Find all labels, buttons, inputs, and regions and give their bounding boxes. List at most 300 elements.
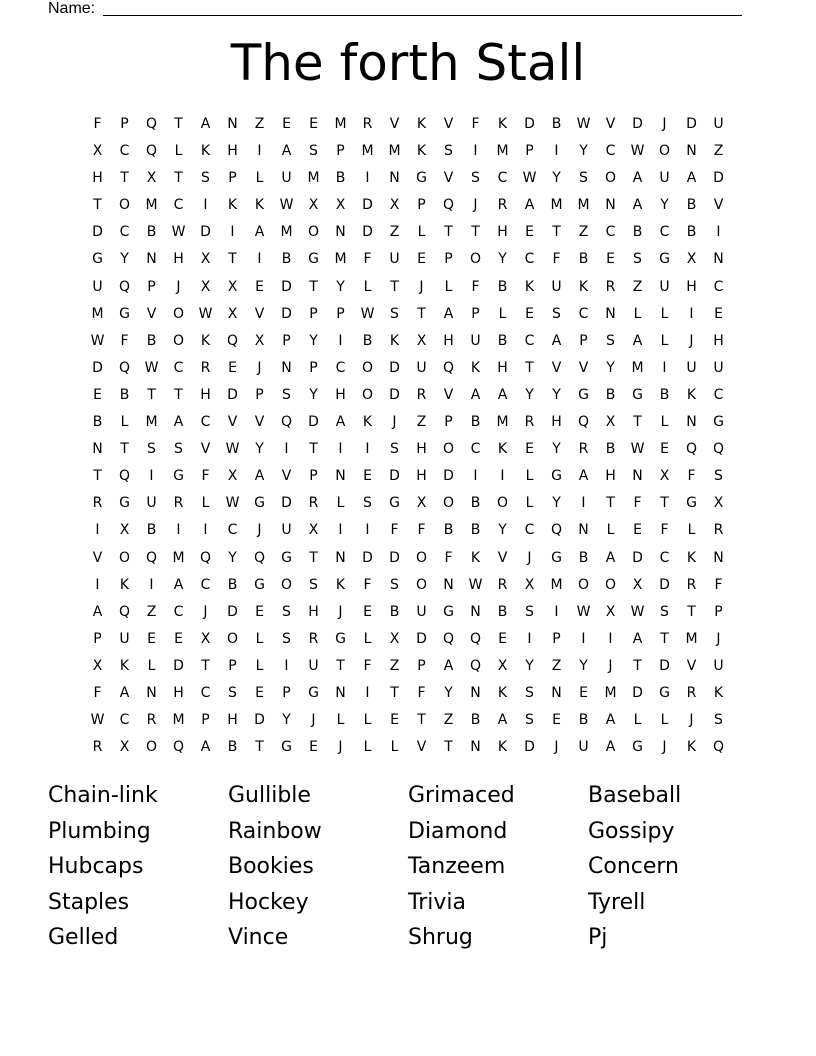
grid-letter: A bbox=[200, 739, 211, 756]
grid-letter: U bbox=[281, 170, 292, 187]
grid-letter: K bbox=[389, 332, 400, 349]
grid-letter: M bbox=[496, 414, 509, 431]
grid-letter: D bbox=[200, 224, 211, 241]
grid-letter: D bbox=[227, 386, 238, 403]
grid-letter: O bbox=[226, 630, 239, 647]
word-list-item: Concern bbox=[588, 854, 679, 879]
grid-letter: E bbox=[525, 441, 534, 458]
grid-letter: M bbox=[550, 197, 563, 214]
grid-letter: Q bbox=[442, 197, 455, 214]
grid-letter: V bbox=[443, 386, 454, 403]
grid-letter: I bbox=[365, 441, 370, 458]
grid-letter: U bbox=[470, 332, 481, 349]
grid-letter: E bbox=[363, 603, 372, 620]
grid-letter: O bbox=[280, 576, 293, 593]
grid-letter: R bbox=[416, 386, 427, 403]
grid-letter: D bbox=[92, 224, 103, 241]
grid-letter: A bbox=[497, 712, 508, 729]
grid-letter: I bbox=[338, 522, 343, 539]
grid-letter: B bbox=[578, 549, 589, 566]
grid-letter: E bbox=[417, 251, 426, 268]
grid-letter: F bbox=[93, 684, 102, 701]
grid-letter: M bbox=[145, 414, 158, 431]
grid-letter: B bbox=[632, 224, 643, 241]
grid-letter: N bbox=[389, 170, 400, 187]
grid-letter: S bbox=[525, 712, 534, 729]
grid-letter: C bbox=[605, 143, 616, 160]
grid-letter: Y bbox=[309, 386, 318, 403]
grid-letter: X bbox=[605, 603, 616, 620]
grid-letter: T bbox=[147, 386, 156, 403]
grid-letter: J bbox=[689, 332, 694, 349]
grid-letter: B bbox=[470, 522, 481, 539]
grid-letter: Y bbox=[444, 684, 453, 701]
grid-letter: O bbox=[469, 251, 482, 268]
grid-letter: R bbox=[497, 576, 508, 593]
grid-letter: G bbox=[389, 495, 400, 512]
grid-letter: D bbox=[389, 468, 400, 485]
grid-letter: O bbox=[361, 386, 374, 403]
grid-letter: R bbox=[200, 359, 211, 376]
word-list-item: Shrug bbox=[408, 925, 473, 950]
grid-letter: H bbox=[605, 468, 616, 485]
grid-letter: Q bbox=[145, 116, 158, 132]
grid-letter: J bbox=[689, 712, 694, 729]
grid-letter: X bbox=[119, 522, 130, 539]
grid-letter: K bbox=[686, 549, 697, 566]
grid-letter: Z bbox=[146, 603, 157, 620]
grid-letter: C bbox=[713, 278, 724, 295]
grid-letter: F bbox=[201, 468, 210, 485]
grid-letter: G bbox=[254, 495, 265, 512]
grid-letter: M bbox=[280, 224, 293, 241]
grid-letter: W bbox=[225, 441, 240, 458]
grid-letter: J bbox=[338, 603, 343, 620]
grid-letter: N bbox=[281, 359, 292, 376]
grid-letter: D bbox=[632, 116, 643, 132]
grid-letter: P bbox=[228, 170, 237, 187]
grid-letter: I bbox=[176, 522, 181, 539]
grid-letter: G bbox=[443, 603, 454, 620]
grid-letter: Y bbox=[606, 359, 615, 376]
grid-letter: D bbox=[524, 739, 535, 756]
grid-letter: G bbox=[713, 414, 724, 431]
grid-letter: M bbox=[631, 359, 644, 376]
grid-letter: L bbox=[606, 522, 615, 539]
grid-letter: A bbox=[200, 116, 211, 132]
grid-letter: A bbox=[173, 576, 184, 593]
page-title: The forth Stall bbox=[230, 34, 586, 92]
grid-letter: U bbox=[146, 495, 157, 512]
grid-letter: Q bbox=[253, 549, 266, 566]
grid-letter: L bbox=[201, 495, 210, 512]
grid-letter: D bbox=[173, 657, 184, 674]
grid-letter: K bbox=[416, 116, 427, 132]
grid-letter: T bbox=[174, 116, 183, 132]
grid-letter: A bbox=[92, 603, 103, 620]
grid-letter: U bbox=[308, 657, 319, 674]
grid-letter: T bbox=[687, 603, 696, 620]
grid-letter: T bbox=[174, 170, 183, 187]
grid-letter: M bbox=[91, 305, 104, 322]
grid-letter: X bbox=[416, 495, 427, 512]
grid-letter: X bbox=[632, 576, 643, 593]
grid-letter: I bbox=[257, 251, 262, 268]
grid-row bbox=[84, 410, 732, 437]
grid-letter: K bbox=[416, 143, 427, 160]
grid-letter: T bbox=[228, 251, 237, 268]
grid-letter: D bbox=[308, 414, 319, 431]
grid-letter: L bbox=[363, 739, 372, 756]
grid-letter: I bbox=[149, 576, 154, 593]
grid-row bbox=[84, 437, 732, 464]
grid-letter: G bbox=[281, 739, 292, 756]
grid-letter: U bbox=[686, 359, 697, 376]
grid-letter: U bbox=[713, 657, 724, 674]
grid-letter: Q bbox=[577, 414, 590, 431]
grid-row bbox=[84, 275, 732, 302]
grid-letter: S bbox=[552, 305, 561, 322]
grid-letter: X bbox=[497, 657, 508, 674]
grid-letter: G bbox=[335, 630, 346, 647]
grid-letter: O bbox=[172, 305, 185, 322]
grid-letter: G bbox=[659, 251, 670, 268]
grid-letter: F bbox=[120, 332, 129, 349]
grid-letter: I bbox=[284, 441, 289, 458]
grid-letter: D bbox=[389, 386, 400, 403]
grid-letter: Z bbox=[713, 143, 724, 160]
grid-letter: B bbox=[497, 278, 508, 295]
grid-letter: G bbox=[119, 305, 130, 322]
grid-letter: A bbox=[254, 224, 265, 241]
grid-letter: D bbox=[281, 278, 292, 295]
grid-letter: J bbox=[257, 359, 262, 376]
grid-letter: B bbox=[470, 712, 481, 729]
grid-letter: E bbox=[147, 630, 156, 647]
grid-letter: H bbox=[713, 332, 724, 349]
grid-letter: D bbox=[632, 684, 643, 701]
grid-letter: B bbox=[443, 522, 454, 539]
grid-letter: M bbox=[577, 197, 590, 214]
grid-letter: Q bbox=[442, 630, 455, 647]
grid-letter: G bbox=[659, 684, 670, 701]
grid-letter: G bbox=[254, 576, 265, 593]
grid-letter: K bbox=[524, 278, 535, 295]
grid-letter: X bbox=[227, 468, 238, 485]
grid-letter: C bbox=[119, 143, 130, 160]
word-list-item: Vince bbox=[228, 925, 289, 950]
grid-letter: M bbox=[388, 143, 401, 160]
grid-letter: C bbox=[659, 549, 670, 566]
grid-letter: Q bbox=[469, 630, 482, 647]
grid-letter: S bbox=[174, 441, 183, 458]
grid-letter: R bbox=[92, 739, 103, 756]
grid-letter: T bbox=[471, 224, 480, 241]
grid-letter: I bbox=[527, 630, 532, 647]
grid-letter: I bbox=[203, 522, 208, 539]
grid-letter: U bbox=[659, 170, 670, 187]
grid-letter: O bbox=[307, 224, 320, 241]
grid-letter: A bbox=[686, 170, 697, 187]
grid-letter: P bbox=[309, 305, 318, 322]
word-list-item: Baseball bbox=[588, 783, 682, 808]
grid-letter: X bbox=[200, 630, 211, 647]
grid-letter: F bbox=[390, 522, 399, 539]
grid-letter: L bbox=[444, 278, 453, 295]
grid-letter: Y bbox=[525, 386, 534, 403]
word-list-item: Diamond bbox=[408, 818, 508, 844]
grid-letter: T bbox=[336, 657, 345, 674]
grid-letter: N bbox=[335, 224, 346, 241]
grid-letter: H bbox=[200, 386, 211, 403]
grid-letter: Q bbox=[118, 359, 131, 376]
grid-letter: U bbox=[119, 630, 130, 647]
grid-letter: S bbox=[444, 143, 453, 160]
grid-letter: K bbox=[119, 576, 130, 593]
grid-letter: B bbox=[146, 332, 157, 349]
grid-letter: B bbox=[551, 116, 562, 132]
grid-letter: J bbox=[338, 739, 343, 756]
grid-letter: D bbox=[227, 603, 238, 620]
grid-letter: L bbox=[147, 657, 156, 674]
grid-letter: C bbox=[524, 251, 535, 268]
grid-letter: T bbox=[525, 359, 534, 376]
grid-letter: D bbox=[713, 170, 724, 187]
grid-letter: V bbox=[551, 359, 562, 376]
grid-letter: V bbox=[416, 739, 427, 756]
grid-letter: T bbox=[390, 278, 399, 295]
grid-letter: E bbox=[525, 224, 534, 241]
grid-letter: R bbox=[308, 630, 319, 647]
grid-letter: I bbox=[608, 630, 613, 647]
grid-letter: G bbox=[551, 549, 562, 566]
grid-letter: B bbox=[578, 251, 589, 268]
word-list-item: Tyrell bbox=[588, 889, 646, 915]
grid-row bbox=[84, 139, 732, 166]
grid-letter: C bbox=[200, 684, 211, 701]
grid-letter: E bbox=[714, 305, 723, 322]
grid-letter: N bbox=[92, 441, 103, 458]
grid-letter: X bbox=[524, 576, 535, 593]
grid-letter: B bbox=[227, 739, 238, 756]
grid-letter: Y bbox=[552, 386, 561, 403]
grid-letter: V bbox=[254, 305, 265, 322]
grid-letter: O bbox=[145, 739, 158, 756]
grid-letter: E bbox=[255, 684, 264, 701]
grid-letter: X bbox=[713, 495, 724, 512]
grid-letter: S bbox=[282, 603, 291, 620]
grid-letter: J bbox=[662, 116, 667, 132]
grid-letter: O bbox=[604, 576, 617, 593]
grid-letter: T bbox=[255, 739, 264, 756]
grid-letter: T bbox=[309, 278, 318, 295]
grid-letter: Z bbox=[578, 224, 589, 241]
grid-letter: P bbox=[147, 278, 156, 295]
grid-row bbox=[84, 247, 732, 274]
grid-row bbox=[84, 464, 732, 491]
grid-letter: H bbox=[92, 170, 103, 187]
grid-row bbox=[84, 112, 732, 139]
grid-letter: P bbox=[309, 359, 318, 376]
grid-letter: T bbox=[390, 684, 399, 701]
grid-letter: K bbox=[578, 278, 589, 295]
grid-letter: Y bbox=[579, 657, 588, 674]
grid-letter: E bbox=[363, 468, 372, 485]
grid-letter: Q bbox=[118, 468, 131, 485]
grid-letter: U bbox=[389, 251, 400, 268]
grid-letter: T bbox=[309, 441, 318, 458]
grid-letter: U bbox=[281, 522, 292, 539]
grid-letter: L bbox=[525, 468, 534, 485]
grid-letter: O bbox=[577, 576, 590, 593]
grid-letter: S bbox=[309, 576, 318, 593]
grid-letter: D bbox=[281, 305, 292, 322]
grid-letter: A bbox=[524, 197, 535, 214]
grid-letter: I bbox=[365, 522, 370, 539]
grid-letter: Q bbox=[199, 549, 212, 566]
grid-letter: X bbox=[227, 305, 238, 322]
grid-letter: P bbox=[93, 630, 102, 647]
grid-letter: J bbox=[419, 278, 424, 295]
grid-letter: Y bbox=[552, 441, 561, 458]
grid-letter: O bbox=[604, 170, 617, 187]
grid-letter: W bbox=[630, 441, 645, 458]
grid-letter: F bbox=[363, 251, 372, 268]
grid-letter: Z bbox=[389, 224, 400, 241]
grid-letter: W bbox=[144, 359, 159, 376]
grid-letter: Q bbox=[226, 332, 239, 349]
word-list-item: Chain-link bbox=[48, 783, 158, 808]
grid-letter: J bbox=[392, 414, 397, 431]
grid-letter: N bbox=[335, 684, 346, 701]
grid-letter: Q bbox=[145, 549, 158, 566]
grid-letter: C bbox=[497, 170, 508, 187]
grid-letter: Y bbox=[255, 441, 264, 458]
grid-letter: B bbox=[686, 197, 697, 214]
word-list-item: Tanzeem bbox=[408, 854, 506, 879]
grid-letter: X bbox=[389, 630, 400, 647]
grid-letter: M bbox=[307, 170, 320, 187]
grid-letter: X bbox=[200, 251, 211, 268]
grid-letter: D bbox=[389, 549, 400, 566]
grid-letter: S bbox=[363, 495, 372, 512]
grid-letter: I bbox=[149, 468, 154, 485]
grid-letter: Y bbox=[579, 143, 588, 160]
grid-letter: B bbox=[362, 332, 373, 349]
grid-letter: L bbox=[660, 414, 669, 431]
grid-letter: I bbox=[95, 522, 100, 539]
grid-letter: F bbox=[471, 278, 480, 295]
grid-letter: V bbox=[227, 414, 238, 431]
grid-letter: P bbox=[201, 712, 210, 729]
grid-letter: T bbox=[606, 495, 615, 512]
grid-letter: Q bbox=[145, 143, 158, 160]
grid-letter: S bbox=[525, 684, 534, 701]
grid-letter: V bbox=[92, 549, 103, 566]
grid-letter: B bbox=[146, 522, 157, 539]
grid-letter: W bbox=[198, 305, 213, 322]
grid-letter: A bbox=[605, 739, 616, 756]
grid-letter: T bbox=[633, 414, 642, 431]
grid-letter: E bbox=[525, 305, 534, 322]
grid-letter: N bbox=[146, 684, 157, 701]
grid-letter: S bbox=[390, 441, 399, 458]
grid-letter: A bbox=[632, 332, 643, 349]
grid-letter: Q bbox=[280, 414, 293, 431]
grid-letter: D bbox=[362, 549, 373, 566]
grid-letter: X bbox=[254, 332, 265, 349]
grid-letter: T bbox=[417, 305, 426, 322]
grid-letter: H bbox=[173, 684, 184, 701]
grid-letter: E bbox=[552, 712, 561, 729]
grid-letter: C bbox=[578, 305, 589, 322]
grid-letter: A bbox=[497, 386, 508, 403]
grid-letter: L bbox=[633, 712, 642, 729]
grid-letter: W bbox=[171, 224, 186, 241]
grid-letter: O bbox=[442, 495, 455, 512]
grid-letter: K bbox=[200, 143, 211, 160]
word-list-item: Hubcaps bbox=[48, 854, 144, 879]
grid-letter: P bbox=[525, 143, 534, 160]
grid-letter: Y bbox=[120, 251, 129, 268]
grid-letter: L bbox=[390, 739, 399, 756]
grid-letter: J bbox=[527, 549, 532, 566]
grid-letter: K bbox=[227, 197, 238, 214]
name-field bbox=[48, 0, 742, 18]
grid-letter: R bbox=[578, 441, 589, 458]
grid-letter: O bbox=[496, 495, 509, 512]
grid-letter: H bbox=[497, 224, 508, 241]
grid-letter: I bbox=[662, 359, 667, 376]
grid-letter: K bbox=[497, 116, 508, 132]
grid-letter: B bbox=[470, 495, 481, 512]
grid-letter: K bbox=[686, 386, 697, 403]
grid-letter: V bbox=[497, 549, 508, 566]
grid-letter: M bbox=[685, 630, 698, 647]
grid-letter: R bbox=[686, 684, 697, 701]
grid-letter: T bbox=[93, 468, 102, 485]
grid-letter: S bbox=[390, 305, 399, 322]
grid-letter: B bbox=[659, 386, 670, 403]
grid-letter: O bbox=[118, 549, 131, 566]
grid-letter: L bbox=[363, 712, 372, 729]
grid-letter: S bbox=[390, 576, 399, 593]
grid-letter: T bbox=[93, 197, 102, 214]
grid-row bbox=[84, 708, 732, 735]
grid-letter: E bbox=[579, 684, 588, 701]
grid-letter: B bbox=[686, 224, 697, 241]
grid-letter: X bbox=[308, 197, 319, 214]
grid-letter: B bbox=[281, 251, 292, 268]
grid-letter: W bbox=[630, 603, 645, 620]
grid-letter: P bbox=[552, 630, 561, 647]
grid-letter: X bbox=[659, 468, 670, 485]
grid-letter: I bbox=[338, 332, 343, 349]
grid-letter: G bbox=[551, 468, 562, 485]
grid-letter: I bbox=[95, 576, 100, 593]
grid-row bbox=[84, 193, 732, 220]
grid-letter: D bbox=[389, 359, 400, 376]
grid-letter: C bbox=[173, 603, 184, 620]
grid-letter: G bbox=[578, 386, 589, 403]
grid-letter: K bbox=[200, 332, 211, 349]
grid-row bbox=[84, 573, 732, 600]
grid-letter: C bbox=[335, 359, 346, 376]
grid-letter: V bbox=[254, 414, 265, 431]
grid-letter: Y bbox=[552, 170, 561, 187]
grid-letter: G bbox=[308, 251, 319, 268]
grid-letter: X bbox=[146, 170, 157, 187]
